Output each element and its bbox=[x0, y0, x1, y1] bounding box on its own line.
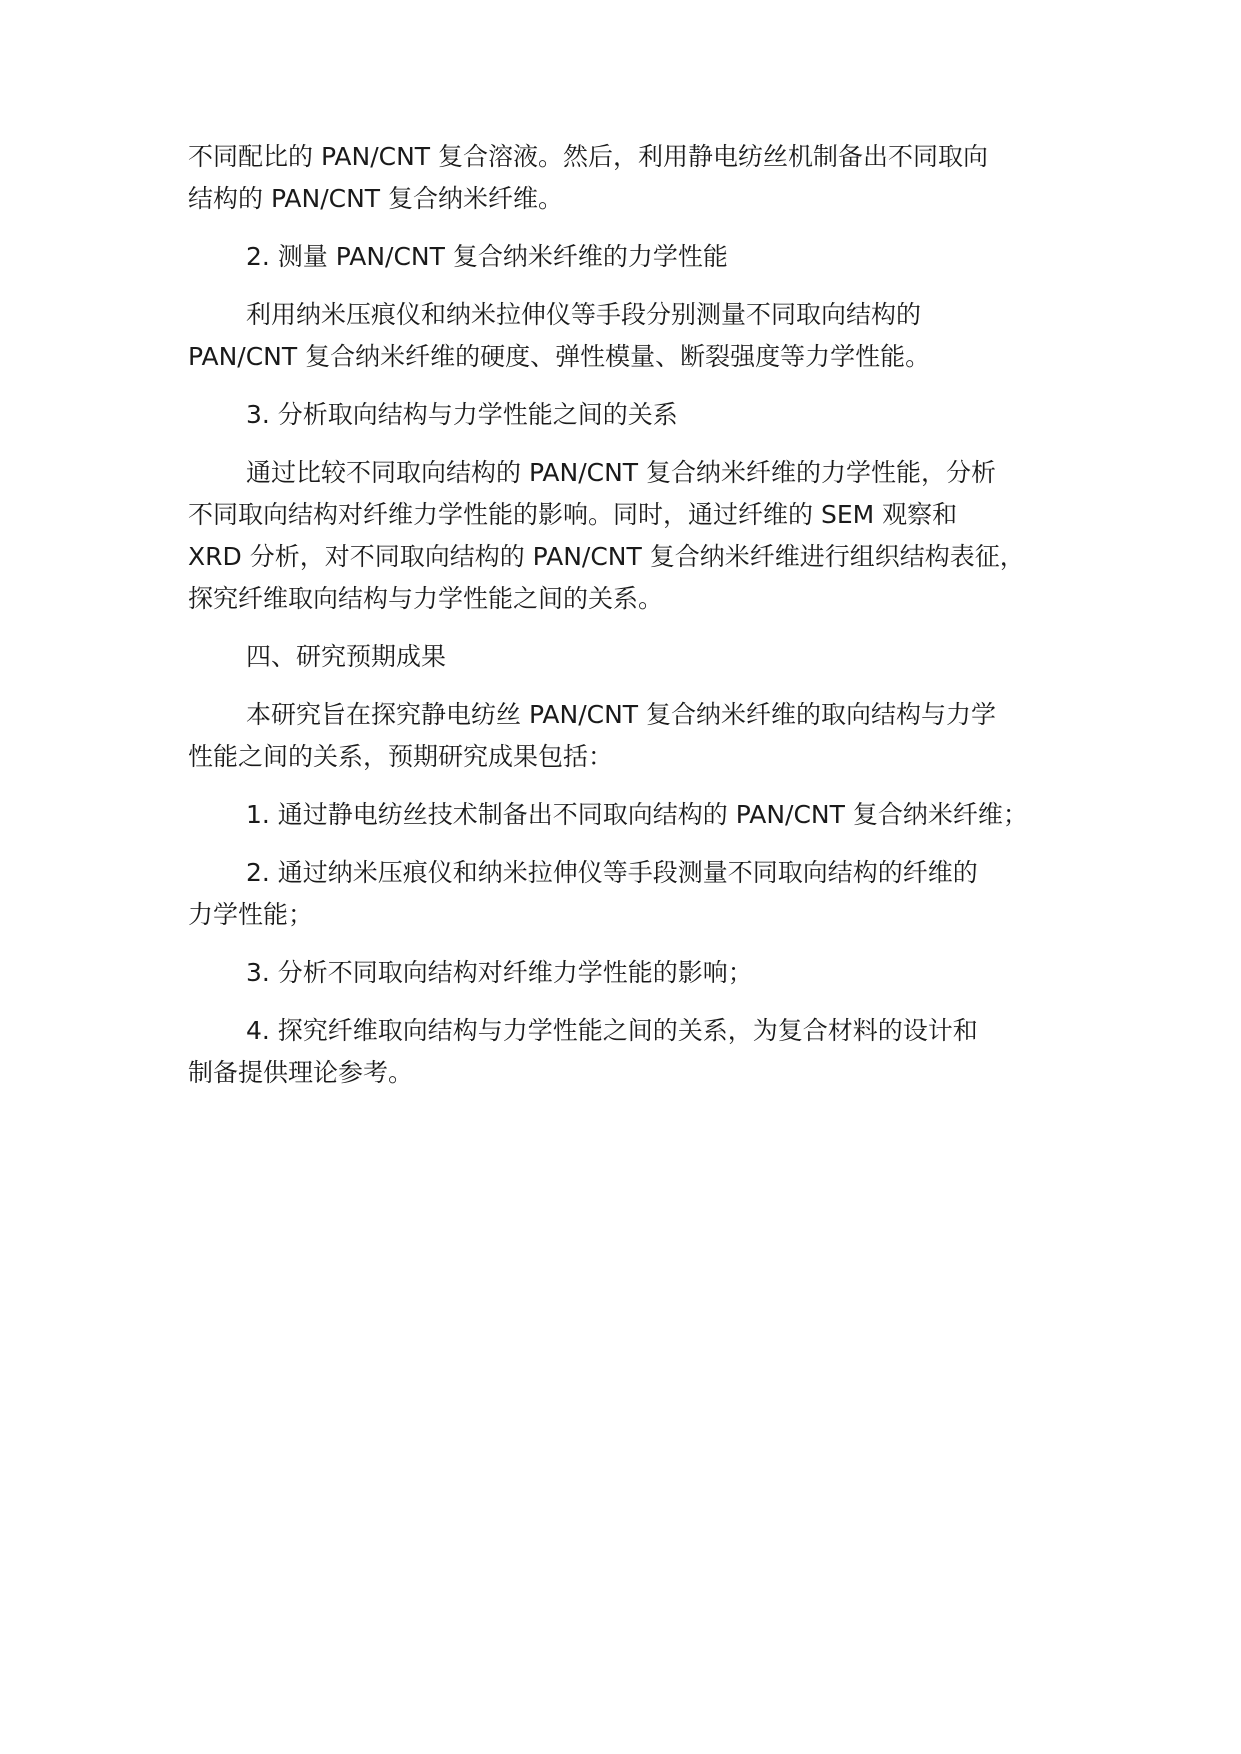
list-item-continuation: 制备提供理论参考。 bbox=[188, 1058, 414, 1087]
paragraph-line: 不同配比的 PAN/CNT 复合溶液。然后，利用静电纺丝机制备出不同取向 bbox=[188, 142, 989, 171]
list-item: 1. 通过静电纺丝技术制备出不同取向结构的 PAN/CNT 复合纳米纤维； bbox=[246, 800, 1028, 829]
paragraph-line: 本研究旨在探究静电纺丝 PAN/CNT 复合纳米纤维的取向结构与力学 bbox=[246, 700, 997, 729]
list-item: 2. 通过纳米压痕仪和纳米拉伸仪等手段测量不同取向结构的纤维的 bbox=[246, 858, 978, 887]
paragraph-line: 利用纳米压痕仪和纳米拉伸仪等手段分别测量不同取向结构的 bbox=[246, 300, 922, 329]
paragraph-line: 探究纤维取向结构与力学性能之间的关系。 bbox=[188, 584, 664, 613]
section-heading: 2. 测量 PAN/CNT 复合纳米纤维的力学性能 bbox=[246, 242, 728, 271]
paragraph-line: 不同取向结构对纤维力学性能的影响。同时，通过纤维的 SEM 观察和 bbox=[188, 500, 958, 529]
paragraph-line: 性能之间的关系，预期研究成果包括： bbox=[188, 742, 614, 771]
paragraph-line: PAN/CNT 复合纳米纤维的硬度、弹性模量、断裂强度等力学性能。 bbox=[188, 342, 931, 371]
list-item: 4. 探究纤维取向结构与力学性能之间的关系，为复合材料的设计和 bbox=[246, 1016, 978, 1045]
list-item: 3. 分析不同取向结构对纤维力学性能的影响； bbox=[246, 958, 753, 987]
section-heading: 3. 分析取向结构与力学性能之间的关系 bbox=[246, 400, 678, 429]
paragraph-line: 通过比较不同取向结构的 PAN/CNT 复合纳米纤维的力学性能，分析 bbox=[246, 458, 997, 487]
list-item-continuation: 力学性能； bbox=[188, 900, 314, 929]
section-heading: 四、研究预期成果 bbox=[246, 642, 447, 671]
paragraph-line: XRD 分析，对不同取向结构的 PAN/CNT 复合纳米纤维进行组织结构表征， bbox=[188, 542, 1025, 571]
paragraph-line: 结构的 PAN/CNT 复合纳米纤维。 bbox=[188, 184, 564, 213]
